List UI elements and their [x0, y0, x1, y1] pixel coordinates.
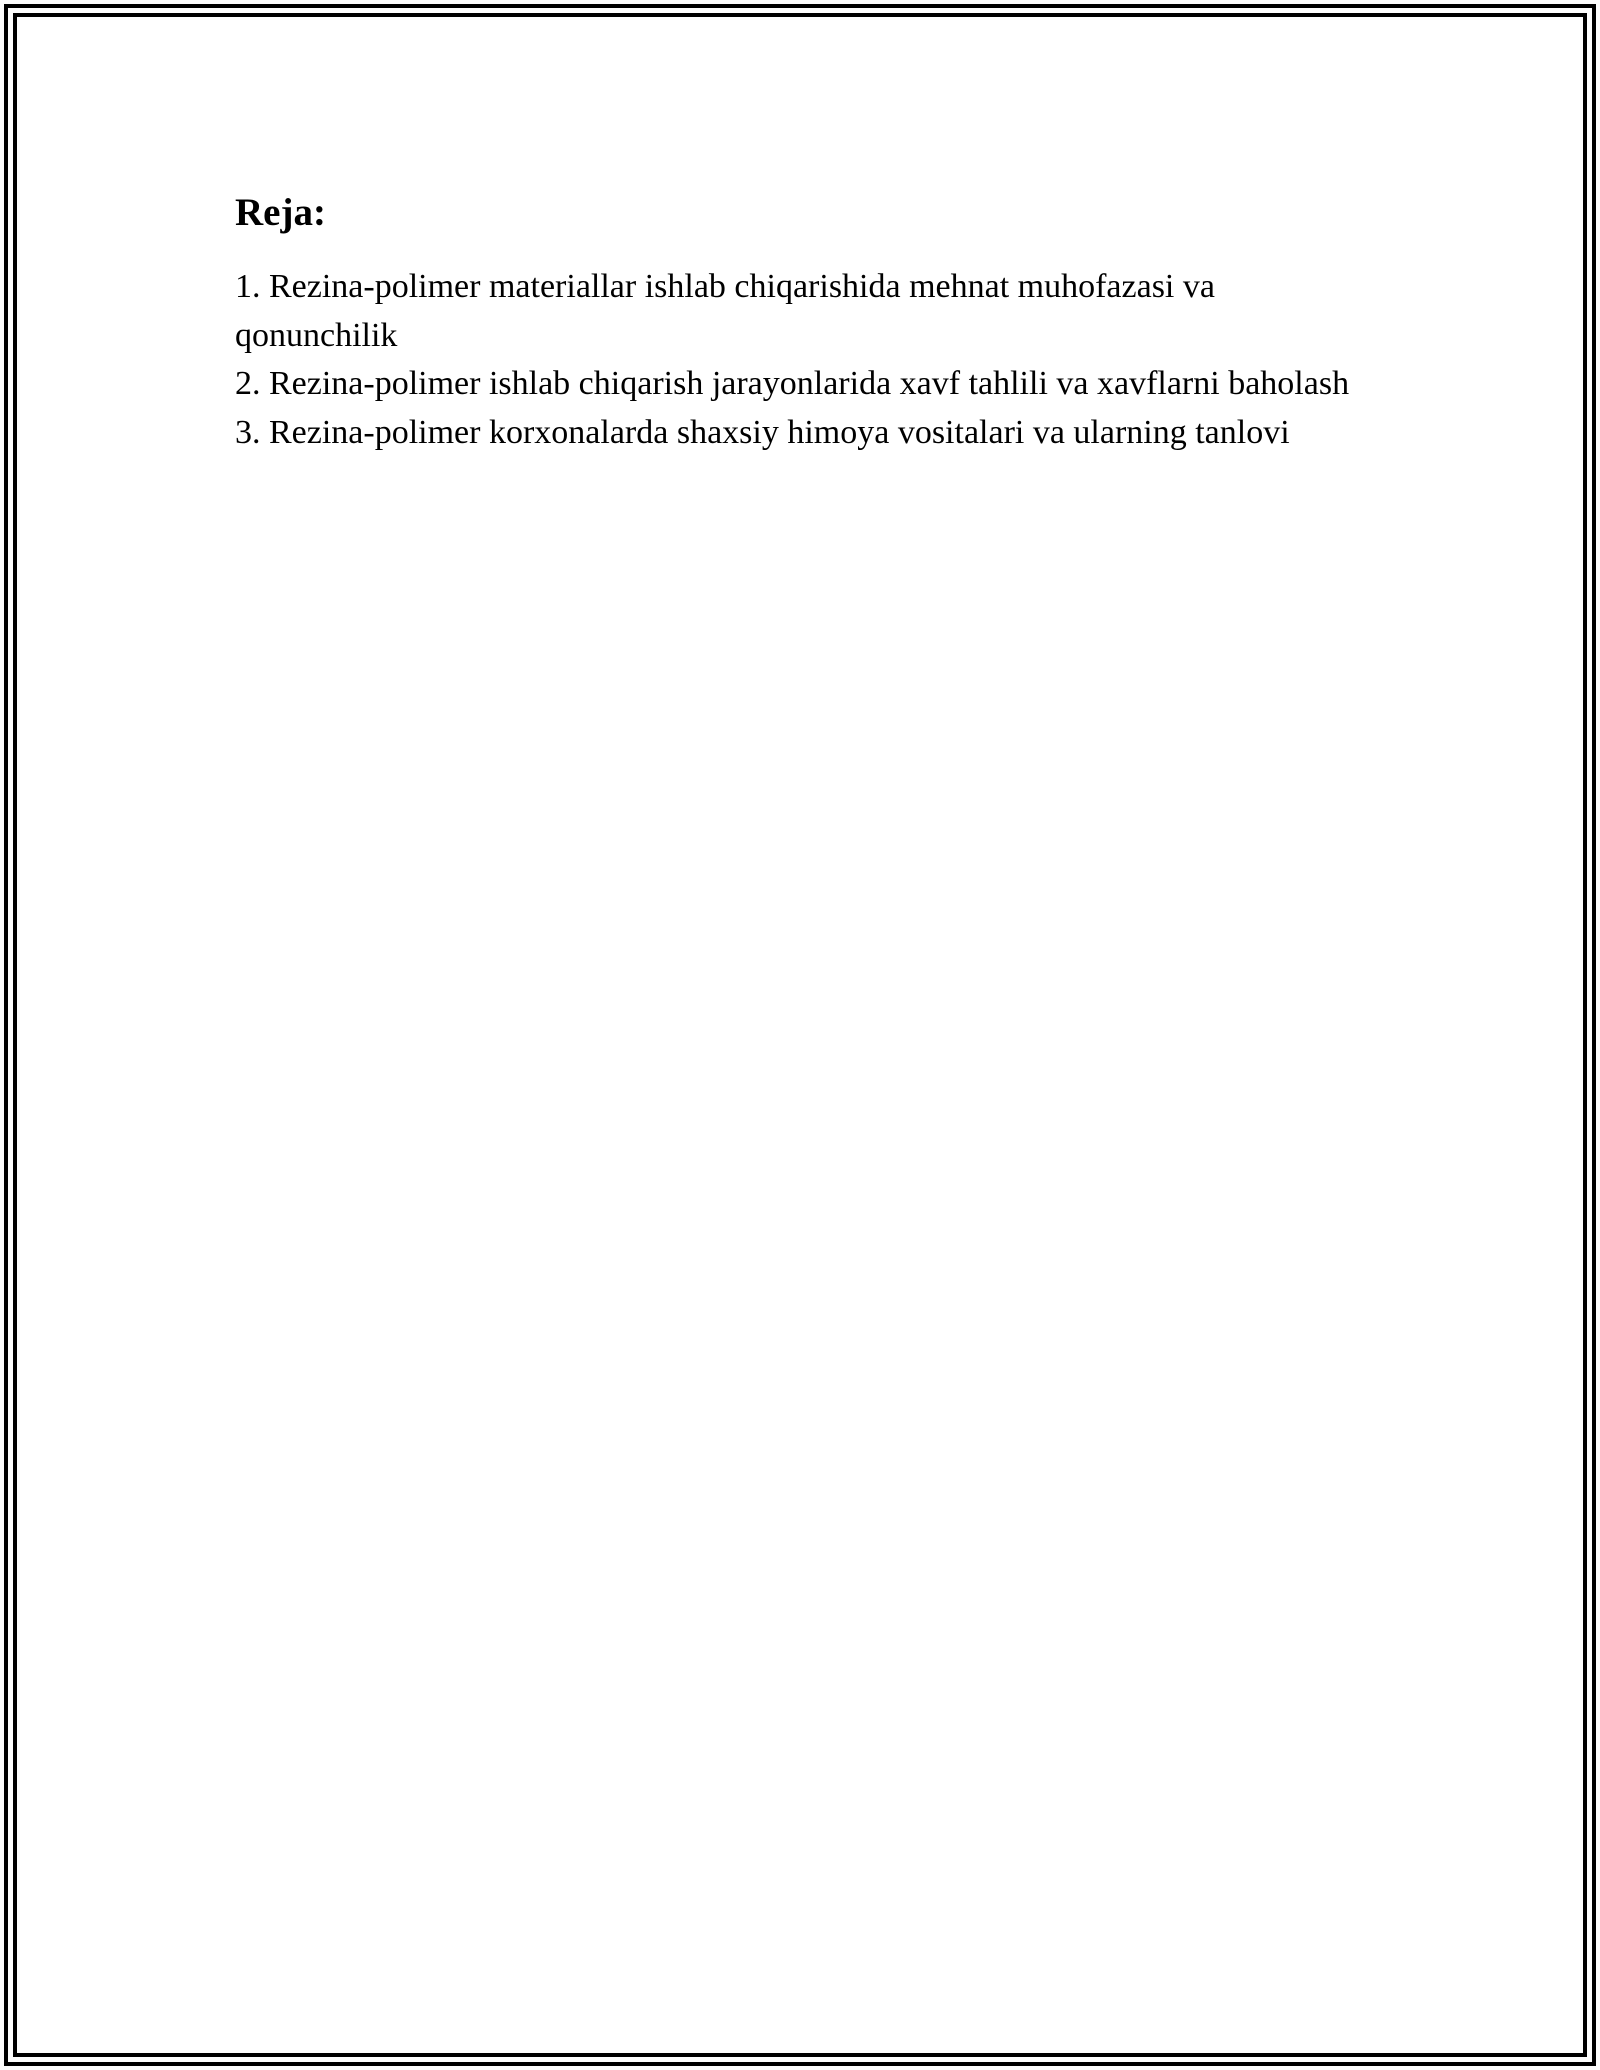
plan-item: 3. Rezina-polimer korxonalarda shaxsiy himoya vositalari va ularning tanlovi — [235, 413, 1290, 451]
page-content — [235, 185, 1355, 457]
plan-item: 1. Rezina-polimer materiallar ishlab chiqarishida mehnat muhofazasi va qonunchilik — [235, 268, 1215, 354]
plan-item: 2. Rezina-polimer ishlab chiqarish jarayonlarida xavf tahlili va xavflarni baholash — [235, 365, 1350, 402]
plan-heading: Reja: — [235, 191, 326, 234]
plan-list — [235, 263, 1355, 457]
